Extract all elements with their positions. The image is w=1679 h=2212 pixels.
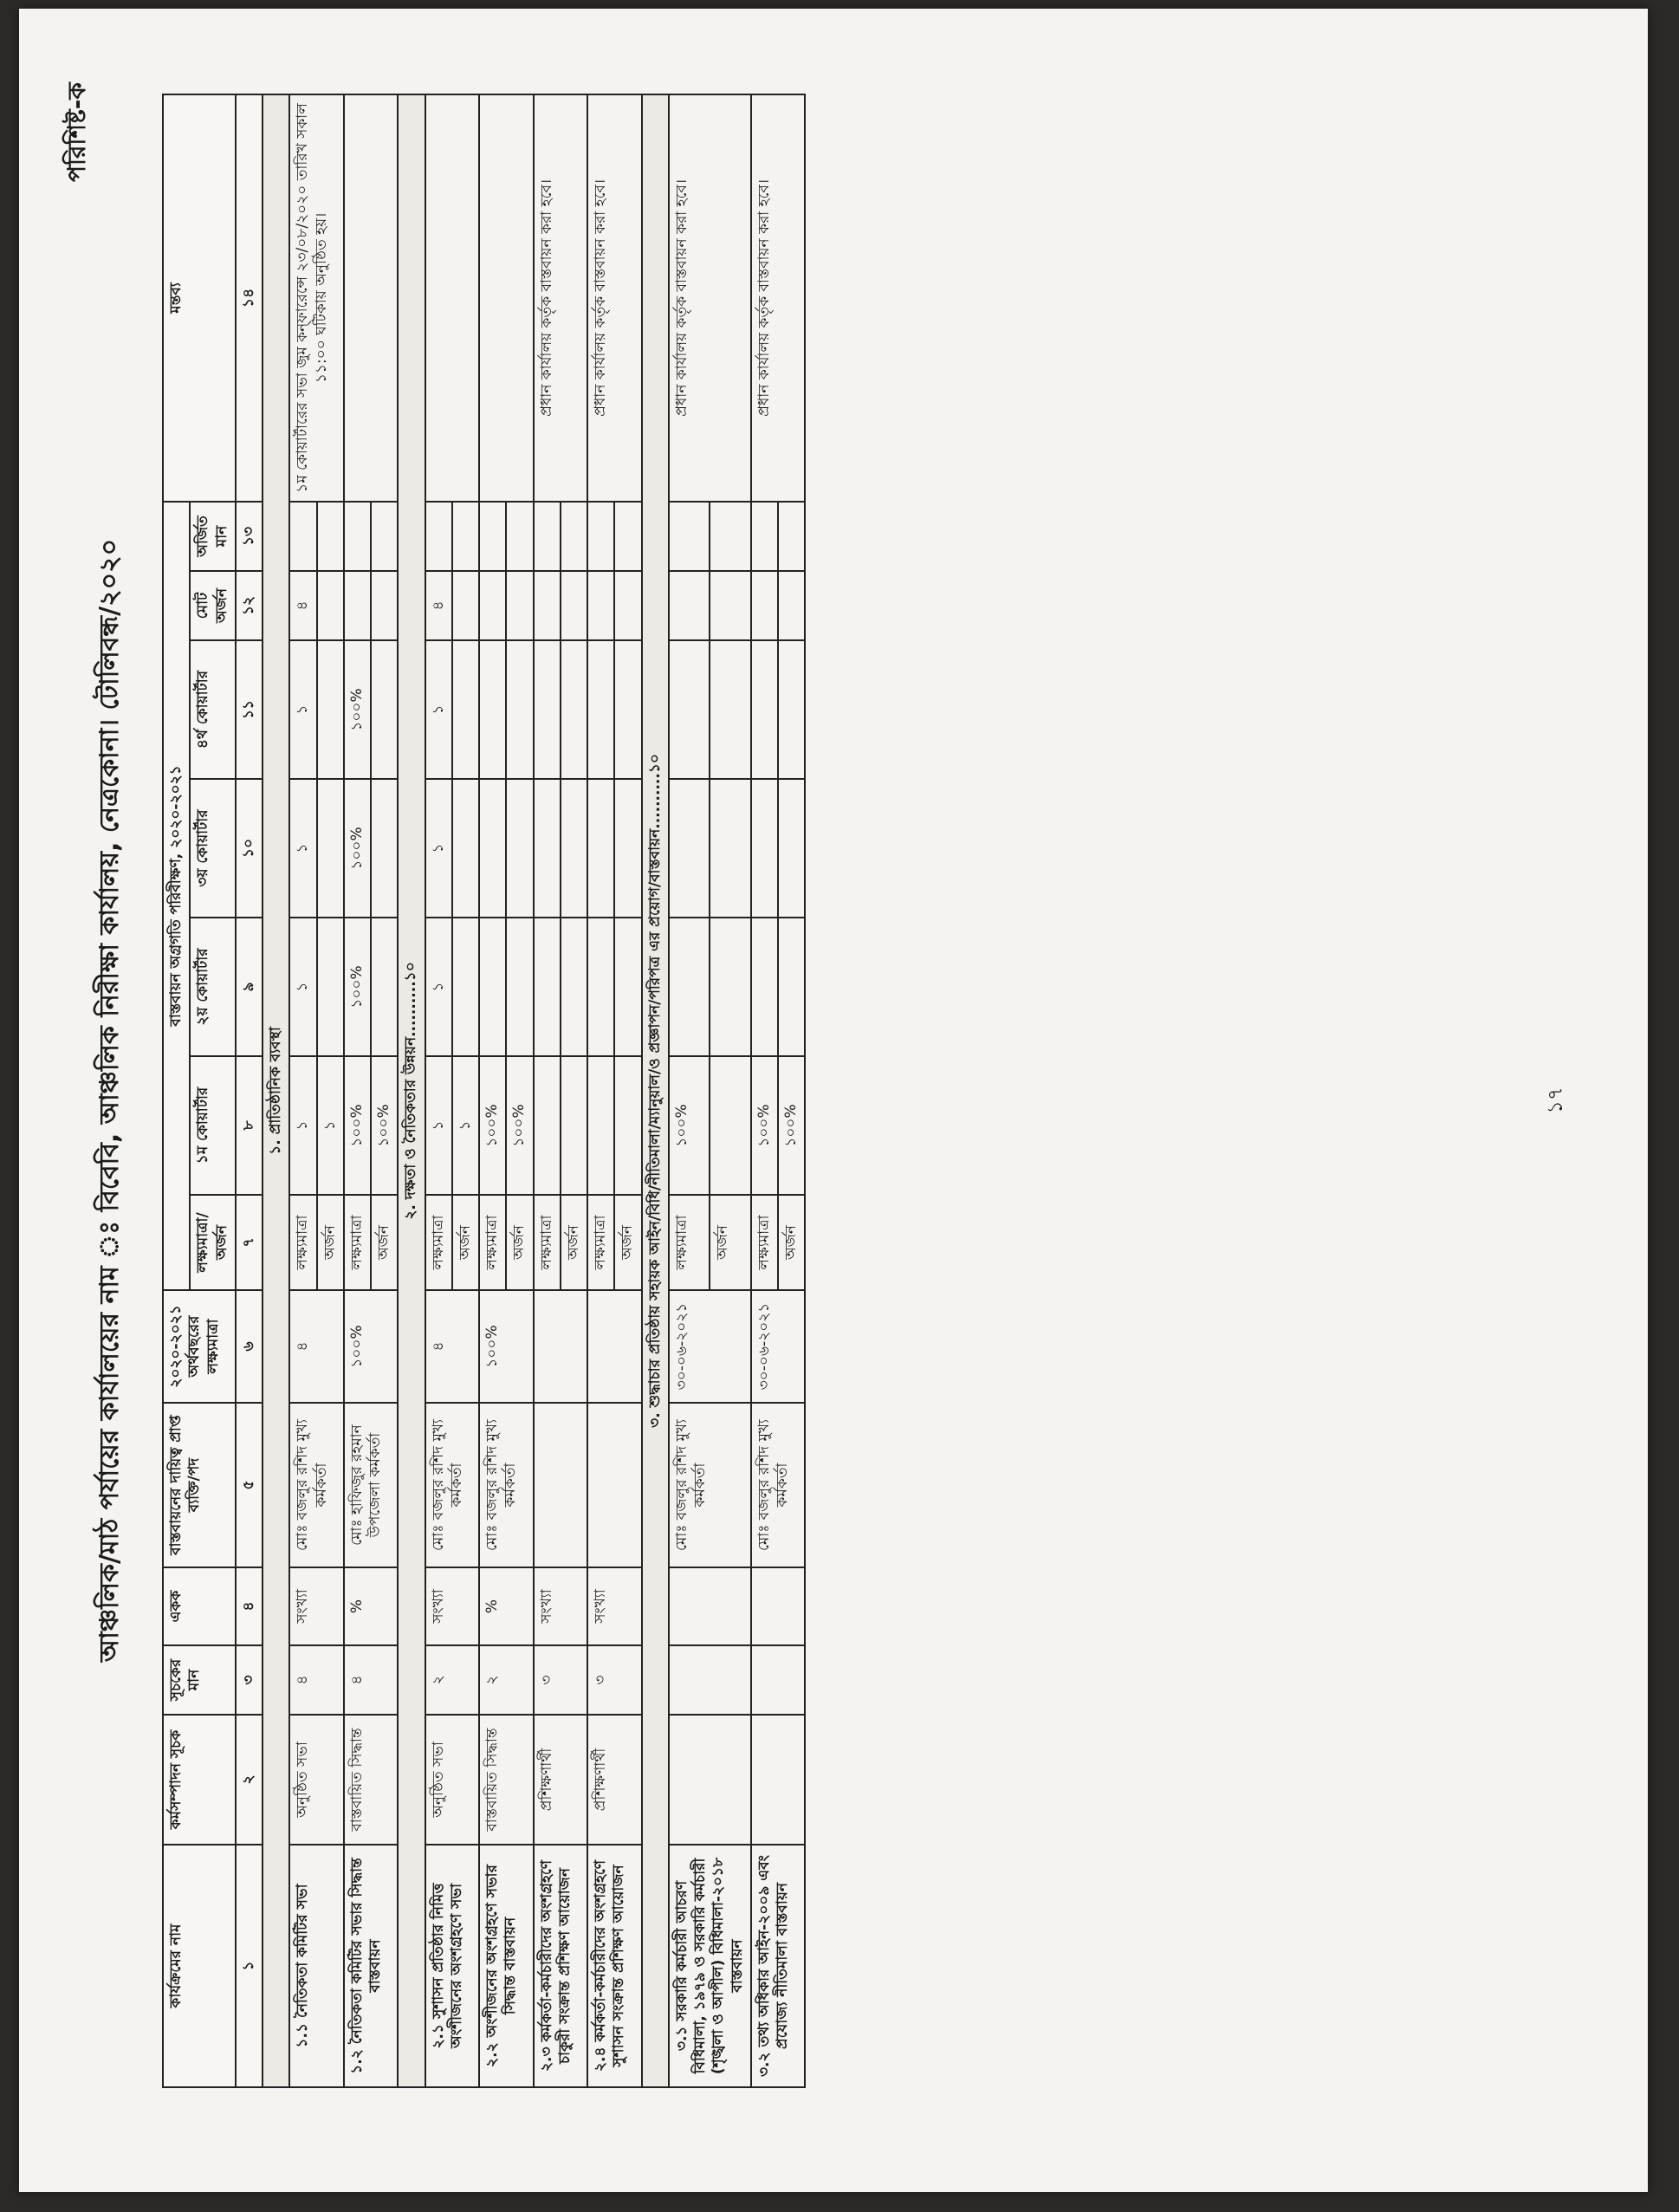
remarks: প্রধান কার্যালয় কর্তৃক বাস্তবায়ন করা হবে। <box>587 94 642 502</box>
responsible <box>587 1403 642 1567</box>
total-target <box>669 571 710 640</box>
q2-achievement <box>710 918 751 1056</box>
q1-achievement: ১ <box>452 1056 479 1195</box>
indicator: বাস্তবায়িত সিদ্ধান্ত <box>344 1715 399 1845</box>
q1-achievement <box>614 1056 641 1195</box>
q2-achievement <box>506 918 533 1056</box>
remarks: ১ম কোয়ার্টারের সভা জুম কন্ফারেন্সে ২৩/০৮/২০২০ তারিখ সকাল ১১:০০ ঘটিকায় অনুষ্ঠিত হয়। <box>289 94 344 502</box>
achievement-label: অর্জন <box>778 1195 805 1290</box>
q1-target: ১০০% <box>751 1056 778 1195</box>
remarks: প্রধান কার্যালয় কর্তৃক বাস্তবায়ন করা হবে। <box>669 94 751 502</box>
annual-target: ৩০-০৬-২০২১ <box>751 1290 806 1403</box>
responsible <box>534 1403 588 1567</box>
total-target <box>344 571 371 640</box>
responsible: মোঃ বজলুর রশিদ মুখ্য কর্মকর্তা <box>289 1403 344 1567</box>
q3-achievement <box>506 779 533 918</box>
weight: ২ <box>479 1645 534 1715</box>
weight <box>669 1645 751 1715</box>
col-number: ৯ <box>236 918 263 1056</box>
activity-name: ৩.২ তথ্য অধিকার আইন-২০০৯ এবং প্রযোজ্য নীতিমালা বাস্তবায়ন <box>751 1845 806 2087</box>
header-indicator: কর্মসম্পাদন সূচক <box>163 1715 236 1845</box>
header-total: মোট অর্জন <box>190 571 236 640</box>
weight <box>751 1645 806 1715</box>
header-achieved-value: অর্জিত মান <box>190 502 236 571</box>
unit: সংখ্যা <box>289 1567 344 1645</box>
q4-achievement <box>710 640 751 779</box>
header-activity: কার্যক্রমের নাম <box>163 1845 236 2087</box>
responsible: মোঃ হাফিজুর রহমান উপজেলা কর্মকর্তা <box>344 1403 399 1567</box>
col-number: ২ <box>236 1715 263 1845</box>
target-label: লক্ষ্যমাত্রা <box>289 1195 316 1290</box>
section-title: ১. প্রাতিষ্ঠানিক ব্যবস্থা <box>263 94 289 2087</box>
annual-target: ৩০-০৬-২০২১ <box>669 1290 751 1403</box>
q3-achievement <box>778 779 805 918</box>
page-number: ১৭ <box>1543 1087 1567 1114</box>
activity-name: ৩.১ সরকারি কর্মচারী আচরণ বিধিমালা, ১৯৭৯ ও সরকারি কর্মচারী (শৃঙ্খলা ও আপীল) বিধিমালা-২০১৮ বাস্তবায়ন <box>669 1845 751 2087</box>
header-q1: ১ম কোয়ার্টার <box>190 1056 236 1195</box>
header-remarks: মন্তব্য <box>163 94 236 502</box>
q3-target <box>534 779 561 918</box>
achieved-value <box>751 502 778 571</box>
q4-target: ১ <box>425 640 452 779</box>
achieved-value <box>534 502 561 571</box>
indicator <box>751 1715 806 1845</box>
q1-target <box>587 1056 614 1195</box>
q2-achievement <box>614 918 641 1056</box>
responsible: মোঃ বজলুর রশিদ মুখ্য কর্মকর্তা <box>479 1403 534 1567</box>
total-target: ৪ <box>425 571 452 640</box>
achieved-value <box>452 502 479 571</box>
responsible: মোঃ বজলুর রশিদ মুখ্য কর্মকর্তা <box>751 1403 806 1567</box>
achievement-label: অর্জন <box>452 1195 479 1290</box>
header-q2: ২য় কোয়ার্টার <box>190 918 236 1056</box>
q3-achievement <box>371 779 398 918</box>
table-row <box>425 94 452 2087</box>
page-title: আঞ্চলিক/মাঠ পর্যায়ের কার্যালয়ের নাম ঃ বিবেবি, আঞ্চলিক নিরীক্ষা কার্যালয়, নেত্রকোনা। টোলিবন্ধ/২০২০ <box>94 538 125 1663</box>
q1-target: ১০০% <box>344 1056 371 1195</box>
rotated-content <box>58 48 1609 2153</box>
col-number: ১১ <box>236 640 263 779</box>
achievement-label: অর্জন <box>710 1195 751 1290</box>
achieved-value <box>561 502 587 571</box>
q2-target <box>669 918 710 1056</box>
total-achievement <box>452 571 479 640</box>
header-q4: ৪র্থ কোয়ার্টার <box>190 640 236 779</box>
q4-achievement <box>452 640 479 779</box>
target-label: লক্ষ্যমাত্রা <box>669 1195 710 1290</box>
achieved-value <box>614 502 641 571</box>
activity-name: ২.৪ কর্মকর্তা-কর্মচারীদের অংশগ্রহণে সুশাসন সংক্রান্ত প্রশিক্ষণ আয়োজন <box>587 1845 642 2087</box>
q1-target: ১০০% <box>669 1056 710 1195</box>
q2-achievement <box>561 918 587 1056</box>
responsible: মোঃ বজলুর রশিদ মুখ্য কর্মকর্তা <box>669 1403 751 1567</box>
col-number: ১২ <box>236 571 263 640</box>
total-target <box>751 571 778 640</box>
q3-target <box>587 779 614 918</box>
q4-achievement <box>317 640 344 779</box>
section-row <box>642 94 669 2087</box>
target-label: লক্ষ্যমাত্রা <box>534 1195 561 1290</box>
q1-achievement: ১০০% <box>778 1056 805 1195</box>
annual-target: ১০০% <box>479 1290 534 1403</box>
q4-target <box>669 640 710 779</box>
q2-achievement <box>452 918 479 1056</box>
table-row <box>587 94 614 2087</box>
header-q3: ৩য় কোয়ার্টার <box>190 779 236 918</box>
q4-achievement <box>506 640 533 779</box>
q2-target <box>479 918 506 1056</box>
achieved-value <box>587 502 614 571</box>
q2-target <box>587 918 614 1056</box>
indicator <box>669 1715 751 1845</box>
q4-achievement <box>778 640 805 779</box>
q1-achievement: ১ <box>317 1056 344 1195</box>
q4-target <box>479 640 506 779</box>
section-title: ৩. শুদ্ধাচার প্রতিষ্ঠায় সহায়ক আইন/বিধি/নীতিমালা/ম্যানুয়াল/ও প্রজ্ঞাপন/পরিপত্র এর প্রয়োগ/বাস্তবায়ন..........১০ <box>642 94 669 2087</box>
header-responsible: বাস্তবায়নের দায়িত্ব প্রাপ্ত ব্যক্তি/পদ <box>163 1403 236 1567</box>
q3-achievement <box>710 779 751 918</box>
q4-target: ১ <box>289 640 316 779</box>
header-weight: সূচকের মান <box>163 1645 236 1715</box>
section-row <box>263 94 289 2087</box>
achieved-value <box>317 502 344 571</box>
total-achievement <box>710 571 751 640</box>
indicator: প্রশিক্ষণার্থী <box>534 1715 588 1845</box>
q4-target: ১০০% <box>344 640 371 779</box>
q4-target <box>751 640 778 779</box>
header-target-year: ২০২০-২০২১ অর্থবছরের লক্ষ্যমাত্রা <box>163 1290 236 1403</box>
q4-achievement <box>614 640 641 779</box>
indicator: অনুষ্ঠিত সভা <box>289 1715 344 1845</box>
table-row <box>751 94 778 2087</box>
remarks: প্রধান কার্যালয় কর্তৃক বাস্তবায়ন করা হবে। <box>751 94 806 502</box>
achieved-value <box>506 502 533 571</box>
remarks: প্রধান কার্যালয় কর্তৃক বাস্তবায়ন করা হবে। <box>534 94 588 502</box>
achieved-value <box>289 502 316 571</box>
q1-achievement: ১০০% <box>506 1056 533 1195</box>
col-number: ৬ <box>236 1290 263 1403</box>
q3-target <box>669 779 710 918</box>
total-achievement <box>614 571 641 640</box>
weight: ৪ <box>344 1645 399 1715</box>
q2-target: ১ <box>289 918 316 1056</box>
appendix-label: পরিশিষ্ট-ক <box>62 82 91 182</box>
target-label: লক্ষ্যমাত্রা <box>751 1195 778 1290</box>
achieved-value <box>778 502 805 571</box>
q1-achievement: ১০০% <box>371 1056 398 1195</box>
q3-target <box>479 779 506 918</box>
col-number: ৮ <box>236 1056 263 1195</box>
header-progress-group: বাস্তবায়ন অগ্রগতি পরিবীক্ষণ, ২০২০-২০২১ <box>163 502 190 1290</box>
achievement-label: অর্জন <box>561 1195 587 1290</box>
target-label: লক্ষ্যমাত্রা <box>344 1195 371 1290</box>
weight: ৪ <box>289 1645 344 1715</box>
q4-target <box>587 640 614 779</box>
header-row <box>163 94 190 2087</box>
achieved-value <box>371 502 398 571</box>
achieved-value <box>669 502 710 571</box>
header-unit: একক <box>163 1567 236 1645</box>
q2-target <box>534 918 561 1056</box>
q2-target <box>751 918 778 1056</box>
unit: সংখ্যা <box>587 1567 642 1645</box>
achievement-label: অর্জন <box>506 1195 533 1290</box>
col-number: ৫ <box>236 1403 263 1567</box>
achieved-value <box>344 502 371 571</box>
col-number: ১৩ <box>236 502 263 571</box>
remarks <box>344 94 399 502</box>
weight: ২ <box>425 1645 480 1715</box>
unit: % <box>344 1567 399 1645</box>
target-label: লক্ষ্যমাত্রা <box>425 1195 452 1290</box>
unit: সংখ্যা <box>534 1567 588 1645</box>
total-target <box>587 571 614 640</box>
total-target: ৪ <box>289 571 316 640</box>
annual-target: ১০০% <box>344 1290 399 1403</box>
activity-name: ১.১ নৈতিকতা কমিটির সভা <box>289 1845 344 2087</box>
weight: ৩ <box>587 1645 642 1715</box>
weight: ৩ <box>534 1645 588 1715</box>
q3-target: ১ <box>289 779 316 918</box>
q2-achievement <box>778 918 805 1056</box>
q4-target <box>534 640 561 779</box>
total-target <box>534 571 561 640</box>
unit <box>669 1567 751 1645</box>
q3-achievement <box>317 779 344 918</box>
q3-target <box>751 779 778 918</box>
col-number: ৪ <box>236 1567 263 1645</box>
section-row <box>398 94 425 2087</box>
col-number: ১ <box>236 1845 263 2087</box>
total-achievement <box>506 571 533 640</box>
table-row <box>479 94 506 2087</box>
column-number-row <box>236 94 263 2087</box>
indicator: প্রশিক্ষণার্থী <box>587 1715 642 1845</box>
q3-achievement <box>452 779 479 918</box>
q3-achievement <box>561 779 587 918</box>
q4-achievement <box>561 640 587 779</box>
unit: সংখ্যা <box>425 1567 480 1645</box>
q1-target: ১ <box>425 1056 452 1195</box>
q2-achievement <box>317 918 344 1056</box>
header-target-achievement: লক্ষ্যমাত্রা/ অর্জন <box>190 1195 236 1290</box>
table-row <box>534 94 561 2087</box>
achievement-label: অর্জন <box>614 1195 641 1290</box>
q2-achievement <box>371 918 398 1056</box>
total-achievement <box>371 571 398 640</box>
col-number: ১০ <box>236 779 263 918</box>
q1-target: ১ <box>289 1056 316 1195</box>
achieved-value <box>425 502 452 571</box>
table-row <box>669 94 710 2087</box>
responsible: মোঃ বজলুর রশিদ মুখ্য কর্মকর্তা <box>425 1403 480 1567</box>
activity-name: ২.২ অংশীজনের অংশগ্রহণে সভার সিদ্ধান্ত বাস্তবায়ন <box>479 1845 534 2087</box>
achievement-label: অর্জন <box>317 1195 344 1290</box>
annual-target <box>534 1290 588 1403</box>
document-page <box>19 9 1648 2192</box>
remarks <box>425 94 480 502</box>
total-target <box>479 571 506 640</box>
annual-target: ৪ <box>425 1290 480 1403</box>
table-row <box>344 94 371 2087</box>
section-title: ২. দক্ষতা ও নৈতিকতার উন্নয়ন..........১০ <box>398 94 425 2087</box>
total-achievement <box>778 571 805 640</box>
q2-target: ১ <box>425 918 452 1056</box>
q2-target: ১০০% <box>344 918 371 1056</box>
table-row <box>289 94 316 2087</box>
target-label: লক্ষ্যমাত্রা <box>479 1195 506 1290</box>
indicator: বাস্তবায়িত সিদ্ধান্ত <box>479 1715 534 1845</box>
total-achievement <box>317 571 344 640</box>
q1-achievement <box>710 1056 751 1195</box>
q3-target: ১০০% <box>344 779 371 918</box>
annual-target: ৪ <box>289 1290 344 1403</box>
achieved-value <box>479 502 506 571</box>
action-plan-table <box>162 94 806 2088</box>
target-label: লক্ষ্যমাত্রা <box>587 1195 614 1290</box>
q1-target <box>534 1056 561 1195</box>
q3-target: ১ <box>425 779 452 918</box>
q1-target: ১০০% <box>479 1056 506 1195</box>
col-number: ৭ <box>236 1195 263 1290</box>
indicator: অনুষ্ঠিত সভা <box>425 1715 480 1845</box>
q3-achievement <box>614 779 641 918</box>
activity-name: ২.৩ কর্মকর্তা-কর্মচারীদের অংশগ্রহণে চাকুরী সংক্রান্ত প্রশিক্ষণ আয়োজন <box>534 1845 588 2087</box>
q4-achievement <box>371 640 398 779</box>
activity-name: ১.২ নৈতিকতা কমিটির সভার সিদ্ধান্ত বাস্তবায়ন <box>344 1845 399 2087</box>
unit: % <box>479 1567 534 1645</box>
achieved-value <box>710 502 751 571</box>
achievement-label: অর্জন <box>371 1195 398 1290</box>
annual-target <box>587 1290 642 1403</box>
unit <box>751 1567 806 1645</box>
activity-name: ২.১ সুশাসন প্রতিষ্ঠার নিমিত্ত অংশীজনের অংশগ্রহণে সভা <box>425 1845 480 2087</box>
remarks <box>479 94 534 502</box>
total-achievement <box>561 571 587 640</box>
q1-achievement <box>561 1056 587 1195</box>
col-number: ৩ <box>236 1645 263 1715</box>
col-number: ১৪ <box>236 94 263 502</box>
